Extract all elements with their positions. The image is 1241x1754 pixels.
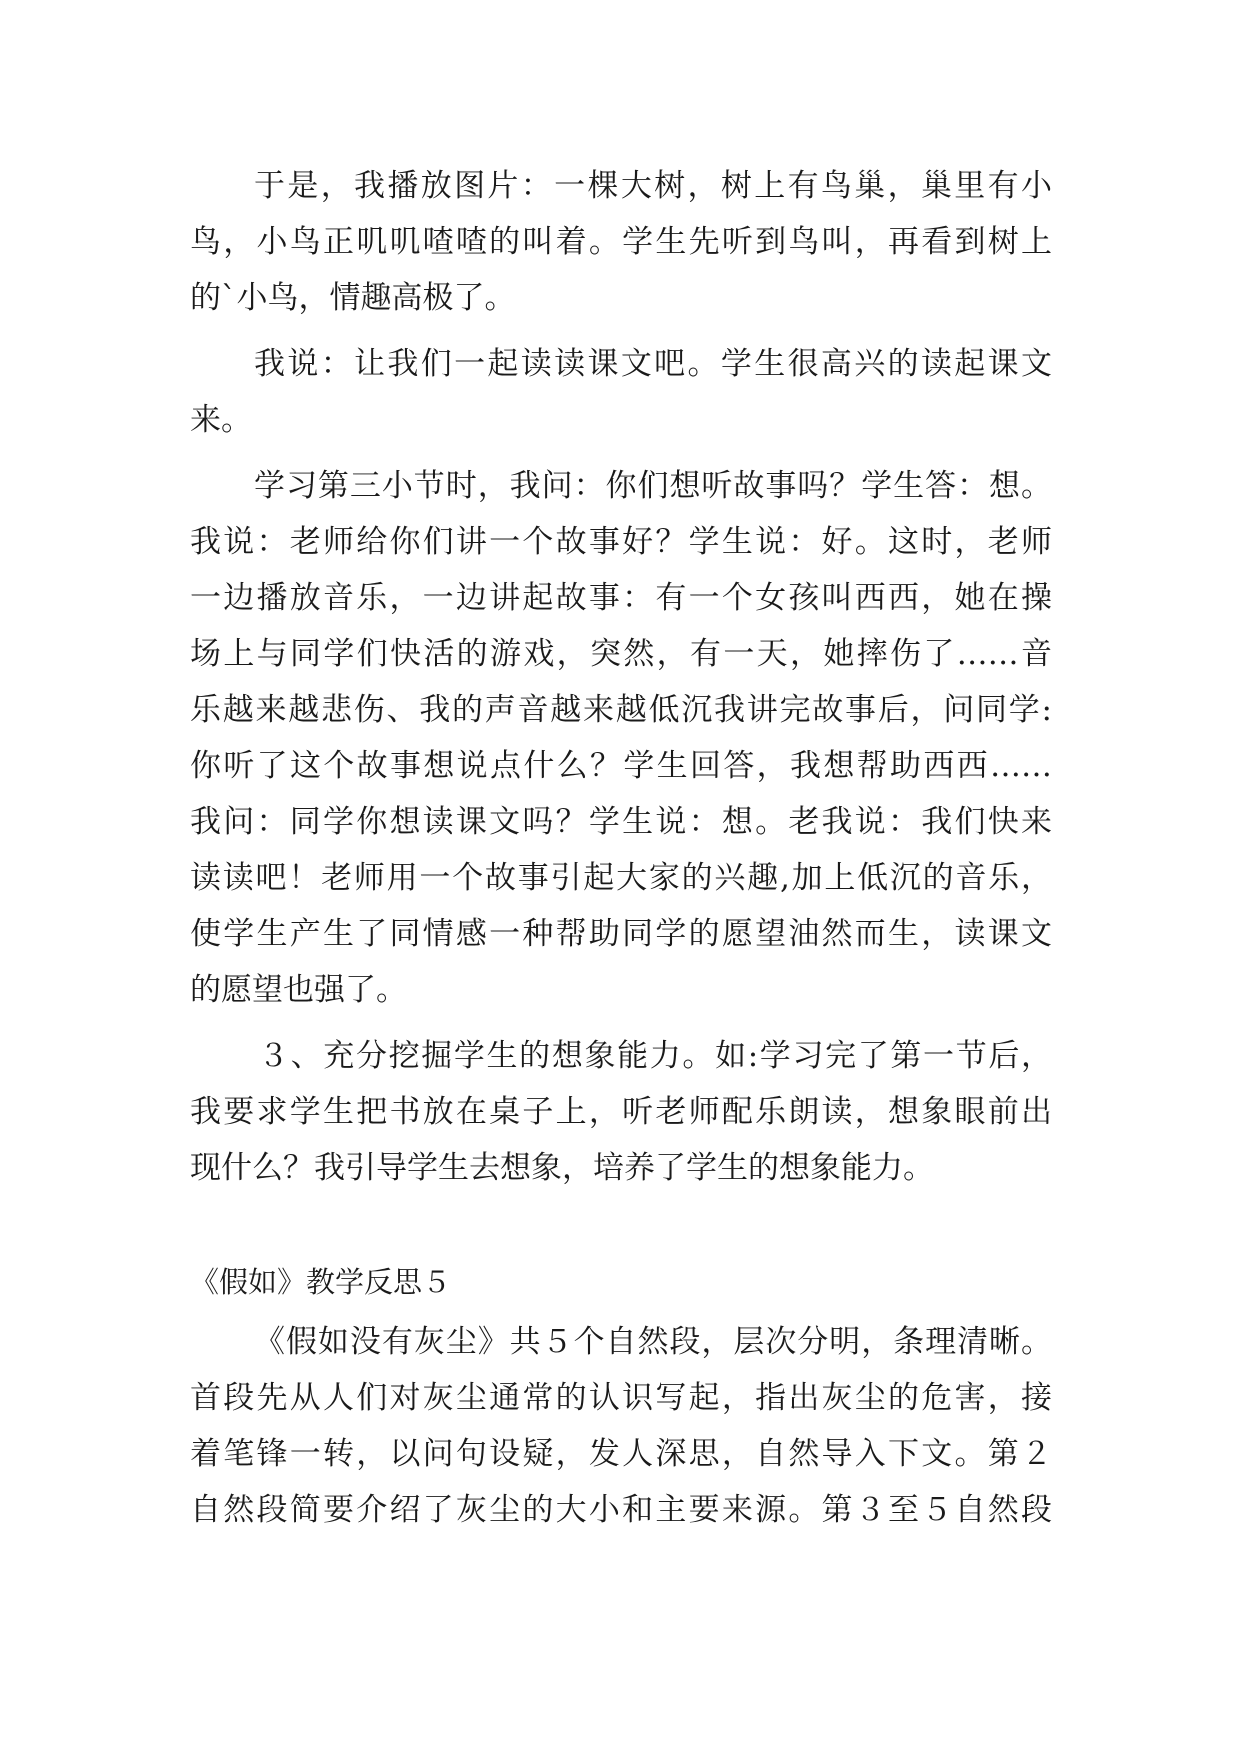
paragraph-4-line-1: ３、充分挖掘学生的想象能力。如:学习完了第一节后， xyxy=(258,1038,1052,1074)
paragraph-4-line-3: 现什么？我引导学生去想象，培养了学生的想象能力。 xyxy=(190,1150,934,1186)
paragraph-3-line-5: 乐越来越悲伤、我的声音越来越低沉我讲完故事后，问同学: xyxy=(190,692,1052,728)
section-paragraph-line-2: 首段先从人们对灰尘通常的认识写起，指出灰尘的危害，接 xyxy=(190,1380,1052,1416)
paragraph-2-line-2: 来。 xyxy=(190,402,252,438)
paragraph-1-line-1: 于是，我播放图片：一棵大树，树上有鸟巢，巢里有小 xyxy=(254,168,1052,204)
section-paragraph-line-3: 着笔锋一转，以问句设疑，发人深思，自然导入下文。第２ xyxy=(190,1436,1052,1472)
paragraph-1-line-2: 鸟，小鸟正叽叽喳喳的叫着。学生先听到鸟叫，再看到树上 xyxy=(190,224,1052,260)
section-paragraph-line-4: 自然段简要介绍了灰尘的大小和主要来源。第３至５自然段 xyxy=(190,1492,1052,1528)
paragraph-3-line-3: 一边播放音乐，一边讲起故事：有一个女孩叫西西，她在操 xyxy=(190,580,1052,616)
section-heading: 《假如》教学反思５ xyxy=(190,1265,452,1299)
paragraph-3-line-8: 读读吧！老师用一个故事引起大家的兴趣,加上低沉的音乐， xyxy=(190,860,1052,896)
paragraph-3-line-9: 使学生产生了同情感一种帮助同学的愿望油然而生，读课文 xyxy=(190,916,1052,952)
paragraph-3-line-10: 的愿望也强了。 xyxy=(190,972,407,1008)
paragraph-3-line-7: 我问：同学你想读课文吗？学生说：想。老我说：我们快来 xyxy=(190,804,1052,840)
paragraph-3-line-2: 我说：老师给你们讲一个故事好？学生说：好。这时，老师 xyxy=(190,524,1052,560)
paragraph-1-line-3: 的`小鸟，情趣高极了。 xyxy=(190,280,516,316)
paragraph-2-line-1: 我说：让我们一起读读课文吧。学生很高兴的读起课文 xyxy=(254,346,1052,382)
paragraph-3-line-1: 学习第三小节时，我问：你们想听故事吗？学生答：想。 xyxy=(254,468,1052,504)
section-paragraph-line-1: 《假如没有灰尘》共５个自然段，层次分明，条理清晰。 xyxy=(254,1324,1052,1360)
paragraph-3-line-6: 你听了这个故事想说点什么？学生回答，我想帮助西西…… xyxy=(190,748,1052,784)
paragraph-3-line-4: 场上与同学们快活的游戏，突然，有一天，她摔伤了……音 xyxy=(190,636,1052,672)
paragraph-4-line-2: 我要求学生把书放在桌子上，听老师配乐朗读，想象眼前出 xyxy=(190,1094,1052,1130)
